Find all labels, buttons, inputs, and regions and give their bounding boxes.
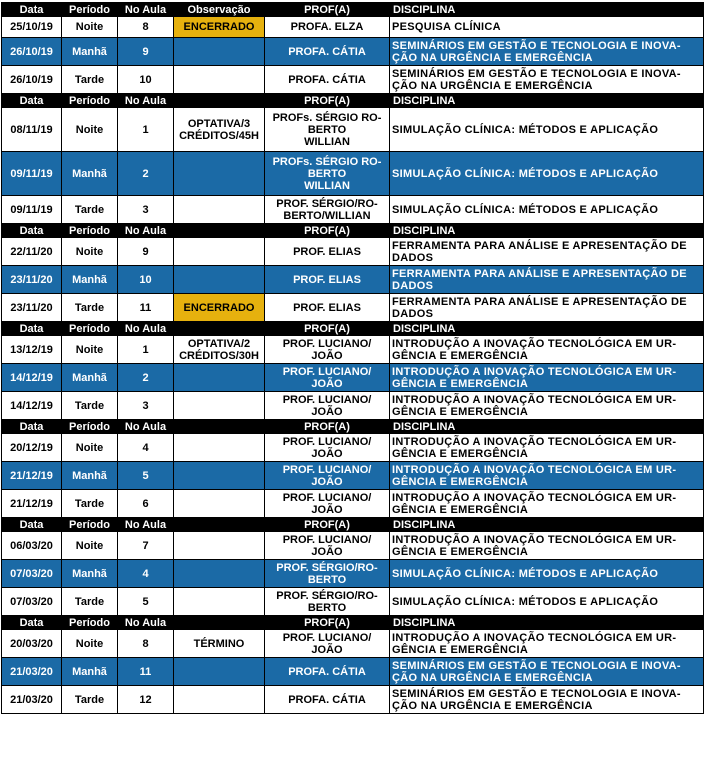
cell-data: 14/12/19 xyxy=(2,364,62,392)
cell-obs xyxy=(174,490,265,518)
cell-obs xyxy=(174,392,265,420)
cell-prof-line: PROF. ELIAS xyxy=(293,301,361,314)
cell-prof-line: BERTO xyxy=(307,167,347,180)
cell-periodo: Tarde xyxy=(62,490,118,518)
cell-prof xyxy=(265,392,390,420)
cell-periodo: Tarde xyxy=(62,686,118,714)
header-obs xyxy=(174,518,265,532)
cell-prof-line: JOÃO xyxy=(311,503,343,516)
cell-obs xyxy=(174,266,265,294)
cell-disciplina xyxy=(390,588,704,616)
header-data: Data xyxy=(2,518,62,532)
header-obs xyxy=(174,322,265,336)
table-row xyxy=(2,66,704,94)
status-badge: ENCERRADO xyxy=(174,294,265,322)
table-row xyxy=(2,238,704,266)
cell-disciplina xyxy=(390,266,704,294)
cell-periodo: Tarde xyxy=(62,294,118,322)
cell-disciplina xyxy=(390,658,704,686)
cell-prof-line: WILLIAN xyxy=(304,135,350,148)
cell-prof xyxy=(265,17,390,38)
cell-prof-line: PROFs. SÉRGIO RO- xyxy=(272,111,382,124)
cell-obs xyxy=(174,66,265,94)
cell-prof-line: WILLIAN xyxy=(304,179,350,192)
header-prof: PROF(A) xyxy=(265,616,390,630)
cell-prof-line: PROFs. SÉRGIO RO- xyxy=(272,155,382,168)
cell-prof-line: BERTO/WILLIAN xyxy=(283,209,371,222)
header-prof: PROF(A) xyxy=(265,518,390,532)
cell-prof-line: JOÃO xyxy=(311,377,343,390)
cell-data: 21/12/19 xyxy=(2,490,62,518)
header-disciplina: DISCIPLINA xyxy=(390,224,704,238)
cell-aula: 1 xyxy=(118,108,174,152)
cell-disciplina-line: GÊNCIA E EMERGÊNCIA xyxy=(392,643,529,656)
cell-periodo: Noite xyxy=(62,238,118,266)
cell-obs xyxy=(174,686,265,714)
cell-periodo: Noite xyxy=(62,434,118,462)
table-row xyxy=(2,266,704,294)
cell-data: 07/03/20 xyxy=(2,560,62,588)
cell-disciplina-line: INTRODUÇÃO A INOVAÇÃO TECNOLÓGICA EM UR- xyxy=(392,533,677,546)
cell-disciplina xyxy=(390,336,704,364)
cell-prof-line: PROF. ELIAS xyxy=(293,245,361,258)
cell-disciplina-line: SIMULAÇÃO CLÍNICA: MÉTODOS E APLICAÇÃO xyxy=(392,595,659,608)
header-row xyxy=(2,94,704,108)
cell-disciplina-line: SEMINÁRIOS EM GESTÃO E TECNOLOGIA E INOVA- xyxy=(392,659,681,672)
cell-periodo: Manhã xyxy=(62,364,118,392)
cell-disciplina-line: GÊNCIA E EMERGÊNCIA xyxy=(392,447,529,460)
cell-prof-line: JOÃO xyxy=(311,349,343,362)
cell-obs xyxy=(174,560,265,588)
cell-disciplina xyxy=(390,686,704,714)
cell-prof-line: PROFA. CÁTIA xyxy=(288,665,366,678)
header-disciplina: DISCIPLINA xyxy=(390,616,704,630)
header-periodo: Período xyxy=(62,420,118,434)
table-row xyxy=(2,364,704,392)
cell-periodo: Noite xyxy=(62,336,118,364)
cell-data: 09/11/19 xyxy=(2,196,62,224)
cell-periodo: Noite xyxy=(62,532,118,560)
header-prof: PROF(A) xyxy=(265,3,390,17)
header-periodo: Período xyxy=(62,616,118,630)
cell-prof xyxy=(265,364,390,392)
cell-periodo: Noite xyxy=(62,17,118,38)
cell-data: 26/10/19 xyxy=(2,66,62,94)
header-data: Data xyxy=(2,3,62,17)
header-periodo: Período xyxy=(62,3,118,17)
cell-prof xyxy=(265,266,390,294)
header-row xyxy=(2,224,704,238)
cell-aula: 11 xyxy=(118,658,174,686)
cell-prof-line: PROFA. CÁTIA xyxy=(288,73,366,86)
cell-obs xyxy=(174,336,265,364)
cell-aula: 3 xyxy=(118,196,174,224)
cell-disciplina xyxy=(390,196,704,224)
cell-aula: 8 xyxy=(118,630,174,658)
cell-aula: 5 xyxy=(118,462,174,490)
cell-data: 23/11/20 xyxy=(2,294,62,322)
header-disciplina: DISCIPLINA xyxy=(390,322,704,336)
cell-disciplina-line: INTRODUÇÃO A INOVAÇÃO TECNOLÓGICA EM UR- xyxy=(392,337,677,350)
cell-obs-line: OPTATIVA/3 xyxy=(187,117,251,130)
cell-aula: 2 xyxy=(118,152,174,196)
cell-prof-line: PROF. SÉRGIO/RO- xyxy=(276,589,378,602)
cell-prof xyxy=(265,66,390,94)
cell-data: 09/11/19 xyxy=(2,152,62,196)
table-row xyxy=(2,294,704,322)
cell-disciplina-line: SIMULAÇÃO CLÍNICA: MÉTODOS E APLICAÇÃO xyxy=(392,167,659,180)
cell-aula: 5 xyxy=(118,588,174,616)
cell-aula: 3 xyxy=(118,392,174,420)
cell-disciplina xyxy=(390,462,704,490)
cell-prof xyxy=(265,38,390,66)
cell-prof xyxy=(265,196,390,224)
cell-disciplina-line: DADOS xyxy=(392,251,434,264)
cell-data: 06/03/20 xyxy=(2,532,62,560)
cell-prof-line: BERTO xyxy=(307,573,347,586)
header-data: Data xyxy=(2,322,62,336)
cell-obs xyxy=(174,196,265,224)
header-data: Data xyxy=(2,224,62,238)
cell-disciplina-line: SEMINÁRIOS EM GESTÃO E TECNOLOGIA E INOVA- xyxy=(392,687,681,700)
cell-obs xyxy=(174,462,265,490)
cell-disciplina xyxy=(390,294,704,322)
cell-disciplina xyxy=(390,238,704,266)
cell-aula: 10 xyxy=(118,266,174,294)
cell-prof-line: PROF. LUCIANO/ xyxy=(282,365,372,378)
cell-aula: 8 xyxy=(118,17,174,38)
cell-obs xyxy=(174,658,265,686)
cell-data: 22/11/20 xyxy=(2,238,62,266)
cell-disciplina-line: SIMULAÇÃO CLÍNICA: MÉTODOS E APLICAÇÃO xyxy=(392,567,659,580)
header-periodo: Período xyxy=(62,224,118,238)
cell-disciplina xyxy=(390,630,704,658)
table-row xyxy=(2,462,704,490)
cell-disciplina-line: INTRODUÇÃO A INOVAÇÃO TECNOLÓGICA EM UR- xyxy=(392,463,677,476)
header-obs xyxy=(174,616,265,630)
cell-periodo: Noite xyxy=(62,108,118,152)
cell-disciplina xyxy=(390,17,704,38)
header-prof: PROF(A) xyxy=(265,224,390,238)
cell-data: 21/03/20 xyxy=(2,658,62,686)
header-aula: No Aula xyxy=(118,420,174,434)
header-row xyxy=(2,518,704,532)
cell-disciplina-line: SEMINÁRIOS EM GESTÃO E TECNOLOGIA E INOVA- xyxy=(392,67,681,80)
table-row xyxy=(2,658,704,686)
cell-aula: 9 xyxy=(118,238,174,266)
cell-data: 26/10/19 xyxy=(2,38,62,66)
cell-disciplina xyxy=(390,66,704,94)
cell-data: 14/12/19 xyxy=(2,392,62,420)
header-aula: No Aula xyxy=(118,94,174,108)
cell-prof-line: PROF. LUCIANO/ xyxy=(282,631,372,644)
table-row xyxy=(2,38,704,66)
cell-disciplina-line: INTRODUÇÃO A INOVAÇÃO TECNOLÓGICA EM UR- xyxy=(392,491,677,504)
cell-disciplina xyxy=(390,38,704,66)
cell-disciplina-line: DADOS xyxy=(392,279,434,292)
header-periodo: Período xyxy=(62,518,118,532)
cell-prof-line: PROFA. CÁTIA xyxy=(288,45,366,58)
cell-obs xyxy=(174,238,265,266)
table-row xyxy=(2,560,704,588)
cell-prof-line: PROF. SÉRGIO/RO- xyxy=(276,197,378,210)
header-obs xyxy=(174,224,265,238)
cell-prof xyxy=(265,490,390,518)
cell-disciplina xyxy=(390,364,704,392)
cell-prof-line: JOÃO xyxy=(311,643,343,656)
header-obs: Observação xyxy=(174,3,265,17)
cell-disciplina-line: SIMULAÇÃO CLÍNICA: MÉTODOS E APLICAÇÃO xyxy=(392,203,659,216)
cell-disciplina-line: PESQUISA CLÍNICA xyxy=(392,21,501,33)
cell-periodo: Manhã xyxy=(62,560,118,588)
cell-data: 20/12/19 xyxy=(2,434,62,462)
cell-periodo: Tarde xyxy=(62,588,118,616)
cell-disciplina-line: GÊNCIA E EMERGÊNCIA xyxy=(392,545,529,558)
cell-prof xyxy=(265,336,390,364)
table-row xyxy=(2,490,704,518)
status-badge: ENCERRADO xyxy=(174,17,265,38)
cell-data: 20/03/20 xyxy=(2,630,62,658)
cell-prof-line: JOÃO xyxy=(311,545,343,558)
header-periodo: Período xyxy=(62,94,118,108)
cell-disciplina-line: GÊNCIA E EMERGÊNCIA xyxy=(392,405,529,418)
cell-data: 08/11/19 xyxy=(2,108,62,152)
schedule-body xyxy=(2,3,704,714)
cell-obs xyxy=(174,364,265,392)
cell-prof-line: PROF. LUCIANO/ xyxy=(282,337,372,350)
header-data: Data xyxy=(2,616,62,630)
cell-data: 13/12/19 xyxy=(2,336,62,364)
cell-disciplina-line: INTRODUÇÃO A INOVAÇÃO TECNOLÓGICA EM UR- xyxy=(392,631,677,644)
header-data: Data xyxy=(2,94,62,108)
cell-periodo: Noite xyxy=(62,630,118,658)
header-aula: No Aula xyxy=(118,518,174,532)
cell-prof-line: PROF. LUCIANO/ xyxy=(282,533,372,546)
cell-aula: 1 xyxy=(118,336,174,364)
cell-data: 25/10/19 xyxy=(2,17,62,38)
cell-disciplina-line: INTRODUÇÃO A INOVAÇÃO TECNOLÓGICA EM UR- xyxy=(392,435,677,448)
cell-obs-line: CRÉDITOS/30H xyxy=(179,349,259,362)
cell-periodo: Manhã xyxy=(62,38,118,66)
header-row xyxy=(2,420,704,434)
cell-aula: 10 xyxy=(118,66,174,94)
cell-prof xyxy=(265,462,390,490)
cell-disciplina xyxy=(390,152,704,196)
header-row xyxy=(2,322,704,336)
cell-disciplina-line: ÇÃO NA URGÊNCIA E EMERGÊNCIA xyxy=(392,51,593,64)
cell-periodo: Manhã xyxy=(62,266,118,294)
header-disciplina: DISCIPLINA xyxy=(390,94,704,108)
header-prof: PROF(A) xyxy=(265,420,390,434)
cell-prof xyxy=(265,560,390,588)
table-row xyxy=(2,152,704,196)
cell-aula: 7 xyxy=(118,532,174,560)
header-row xyxy=(2,616,704,630)
table-row xyxy=(2,336,704,364)
cell-disciplina-line: FERRAMENTA PARA ANÁLISE E APRESENTAÇÃO DE xyxy=(392,267,687,280)
cell-prof xyxy=(265,434,390,462)
header-disciplina: DISCIPLINA xyxy=(390,3,704,17)
cell-disciplina xyxy=(390,532,704,560)
cell-periodo: Manhã xyxy=(62,658,118,686)
cell-prof xyxy=(265,532,390,560)
cell-aula: 11 xyxy=(118,294,174,322)
cell-prof-line: BERTO xyxy=(307,601,347,614)
table-row xyxy=(2,588,704,616)
cell-obs-line: CRÉDITOS/45H xyxy=(179,129,259,142)
cell-prof xyxy=(265,108,390,152)
cell-obs xyxy=(174,588,265,616)
cell-disciplina-line: INTRODUÇÃO A INOVAÇÃO TECNOLÓGICA EM UR- xyxy=(392,393,677,406)
cell-disciplina-line: GÊNCIA E EMERGÊNCIA xyxy=(392,503,529,516)
cell-prof-line: BERTO xyxy=(307,123,347,136)
cell-prof xyxy=(265,294,390,322)
header-disciplina: DISCIPLINA xyxy=(390,420,704,434)
header-obs xyxy=(174,94,265,108)
cell-prof-line: PROF. LUCIANO/ xyxy=(282,393,372,406)
cell-data: 21/03/20 xyxy=(2,686,62,714)
table-row xyxy=(2,434,704,462)
cell-disciplina-line: SIMULAÇÃO CLÍNICA: MÉTODOS E APLICAÇÃO xyxy=(392,123,659,136)
cell-prof-line: PROFA. CÁTIA xyxy=(288,693,366,706)
cell-prof-line: PROF. ELIAS xyxy=(293,273,361,286)
cell-disciplina-line: FERRAMENTA PARA ANÁLISE E APRESENTAÇÃO DE xyxy=(392,239,687,252)
table-row xyxy=(2,630,704,658)
cell-prof-line: PROF. LUCIANO/ xyxy=(282,491,372,504)
schedule-table xyxy=(1,2,704,714)
cell-prof xyxy=(265,658,390,686)
cell-prof xyxy=(265,238,390,266)
cell-data: 21/12/19 xyxy=(2,462,62,490)
header-obs xyxy=(174,420,265,434)
cell-prof-line: PROF. LUCIANO/ xyxy=(282,435,372,448)
cell-periodo: Tarde xyxy=(62,196,118,224)
table-row xyxy=(2,196,704,224)
cell-disciplina xyxy=(390,560,704,588)
header-prof: PROF(A) xyxy=(265,322,390,336)
table-row xyxy=(2,532,704,560)
header-disciplina: DISCIPLINA xyxy=(390,518,704,532)
header-periodo: Período xyxy=(62,322,118,336)
cell-obs xyxy=(174,152,265,196)
table-row xyxy=(2,17,704,38)
cell-prof-line: PROF. LUCIANO/ xyxy=(282,463,372,476)
cell-periodo: Manhã xyxy=(62,462,118,490)
cell-prof xyxy=(265,588,390,616)
cell-disciplina-line: GÊNCIA E EMERGÊNCIA xyxy=(392,349,529,362)
cell-disciplina xyxy=(390,434,704,462)
cell-disciplina-line: GÊNCIA E EMERGÊNCIA xyxy=(392,377,529,390)
cell-disciplina xyxy=(390,392,704,420)
cell-aula: 6 xyxy=(118,490,174,518)
cell-prof-line: JOÃO xyxy=(311,475,343,488)
cell-data: 07/03/20 xyxy=(2,588,62,616)
table-row xyxy=(2,108,704,152)
header-aula: No Aula xyxy=(118,224,174,238)
header-aula: No Aula xyxy=(118,322,174,336)
header-aula: No Aula xyxy=(118,3,174,17)
cell-obs: TÉRMINO xyxy=(174,630,265,658)
cell-aula: 9 xyxy=(118,38,174,66)
cell-aula: 2 xyxy=(118,364,174,392)
cell-prof-line: PROFA. ELZA xyxy=(290,21,364,33)
cell-prof-line: PROF. SÉRGIO/RO- xyxy=(276,561,378,574)
cell-periodo: Tarde xyxy=(62,392,118,420)
cell-data: 23/11/20 xyxy=(2,266,62,294)
cell-disciplina-line: INTRODUÇÃO A INOVAÇÃO TECNOLÓGICA EM UR- xyxy=(392,365,677,378)
cell-obs-line: OPTATIVA/2 xyxy=(187,337,251,350)
cell-prof-line: JOÃO xyxy=(311,447,343,460)
header-row xyxy=(2,3,704,17)
cell-disciplina-line: ÇÃO NA URGÊNCIA E EMERGÊNCIA xyxy=(392,699,593,712)
cell-obs xyxy=(174,38,265,66)
cell-disciplina-line: ÇÃO NA URGÊNCIA E EMERGÊNCIA xyxy=(392,79,593,92)
cell-prof xyxy=(265,630,390,658)
cell-prof xyxy=(265,152,390,196)
cell-disciplina xyxy=(390,490,704,518)
cell-disciplina-line: ÇÃO NA URGÊNCIA E EMERGÊNCIA xyxy=(392,671,593,684)
cell-aula: 4 xyxy=(118,434,174,462)
cell-periodo: Tarde xyxy=(62,66,118,94)
cell-aula: 12 xyxy=(118,686,174,714)
header-data: Data xyxy=(2,420,62,434)
cell-disciplina-line: DADOS xyxy=(392,307,434,320)
cell-periodo: Manhã xyxy=(62,152,118,196)
cell-aula: 4 xyxy=(118,560,174,588)
cell-disciplina-line: GÊNCIA E EMERGÊNCIA xyxy=(392,475,529,488)
cell-obs xyxy=(174,532,265,560)
table-row xyxy=(2,686,704,714)
cell-disciplina-line: SEMINÁRIOS EM GESTÃO E TECNOLOGIA E INOVA- xyxy=(392,39,681,52)
cell-disciplina-line: FERRAMENTA PARA ANÁLISE E APRESENTAÇÃO DE xyxy=(392,295,687,308)
cell-prof-line: JOÃO xyxy=(311,405,343,418)
table-row xyxy=(2,392,704,420)
cell-obs xyxy=(174,434,265,462)
cell-disciplina xyxy=(390,108,704,152)
cell-obs xyxy=(174,108,265,152)
cell-prof xyxy=(265,686,390,714)
header-aula: No Aula xyxy=(118,616,174,630)
header-prof: PROF(A) xyxy=(265,94,390,108)
